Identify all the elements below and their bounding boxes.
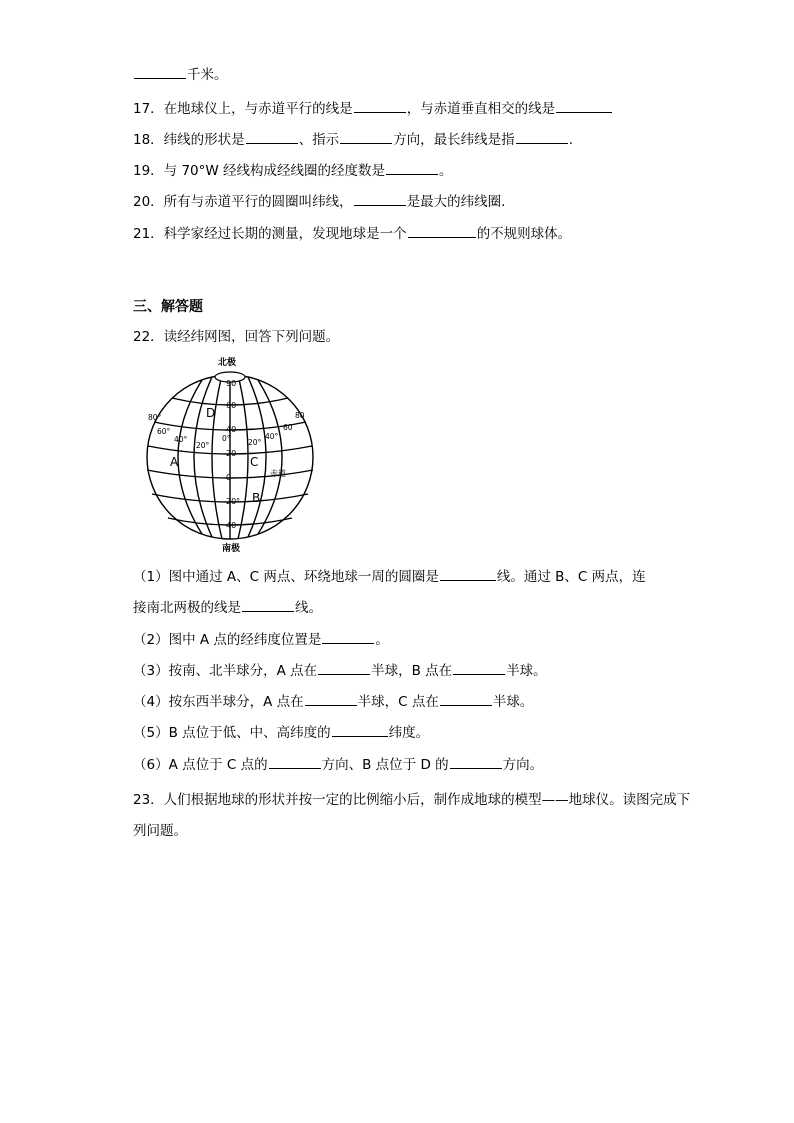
- answer-blank[interactable]: [556, 98, 612, 113]
- lon-label: 80°: [148, 413, 162, 422]
- point-a-label: A: [170, 455, 179, 469]
- lat-label: 90: [226, 379, 237, 388]
- question-17: 17．在地球仪上，与赤道平行的线是 ，与赤道垂直相交的线是: [133, 98, 613, 119]
- lat-label: 0: [226, 473, 232, 482]
- answer-blank[interactable]: [340, 129, 392, 144]
- lon-label: 20°: [248, 438, 262, 447]
- north-pole-label: 北极: [218, 358, 237, 368]
- answer-blank[interactable]: [450, 754, 502, 769]
- equator-label: 赤道: [270, 469, 286, 478]
- question-21: 21．科学家经过长期的测量，发现地球是一个 的不规则球体。: [133, 223, 571, 244]
- answer-blank[interactable]: [134, 64, 186, 79]
- q22-part1-line2: 接南北两极的线是 线。: [133, 597, 322, 618]
- lat-label: 20°: [226, 497, 241, 506]
- lon-label: 60°: [157, 427, 171, 436]
- q22-part5: （5）B 点位于低、中、高纬度的 纬度。: [133, 722, 429, 743]
- question-20: 20．所有与赤道平行的圆圈叫纬线， 是最大的纬线圈.: [133, 191, 505, 212]
- answer-blank[interactable]: [408, 223, 476, 238]
- q22-part4: （4）按东西半球分，A 点在 半球，C 点在 半球。: [133, 691, 533, 712]
- answer-blank[interactable]: [354, 191, 406, 206]
- lon-label: 20°: [196, 441, 210, 450]
- graticule-globe-figure: [140, 352, 320, 552]
- question-19: 19．与 70°W 经线构成经线圈的经度数是 。: [133, 160, 453, 181]
- answer-blank[interactable]: [318, 660, 370, 675]
- answer-blank[interactable]: [322, 629, 374, 644]
- q22-part1-line1: （1）图中通过 A、C 两点、环绕地球一周的圆圈是 线。通过 B、C 两点，连: [133, 566, 646, 587]
- longitude-line: [238, 375, 248, 539]
- lon-label: 60: [283, 423, 293, 432]
- point-d-label: D: [206, 406, 216, 420]
- lat-label: 60: [226, 401, 237, 410]
- answer-blank[interactable]: [453, 660, 505, 675]
- answer-blank[interactable]: [332, 722, 388, 737]
- section-heading: 三、解答题: [133, 299, 203, 315]
- q22-part6: （6）A 点位于 C 点的 方向、B 点位于 D 的 方向。: [133, 754, 543, 775]
- answer-blank[interactable]: [440, 691, 492, 706]
- point-c-label: C: [250, 455, 259, 469]
- lon-label: 80: [295, 411, 305, 420]
- point-b-label: B: [252, 491, 261, 505]
- question-23: 23．人们根据地球的形状并按一定的比例缩小后，制作成地球的模型——地球仪。读图完成下列问题。: [133, 792, 691, 839]
- q22-part2: （2）图中 A 点的经纬度位置是 。: [133, 629, 389, 650]
- question-18: 18．纬线的形状是 、指示 方向，最长纬线是指 .: [133, 129, 573, 150]
- lon-label: 40°: [174, 435, 188, 444]
- answer-blank[interactable]: [269, 754, 321, 769]
- longitude-line: [194, 377, 212, 537]
- longitude-line: [212, 375, 222, 539]
- south-pole-label: 南极: [222, 544, 241, 552]
- answer-blank[interactable]: [386, 160, 438, 175]
- answer-blank[interactable]: [242, 597, 294, 612]
- answer-blank[interactable]: [246, 129, 298, 144]
- answer-blank[interactable]: [516, 129, 568, 144]
- lon-label: 0°: [222, 434, 231, 443]
- lat-label: 40: [226, 425, 237, 434]
- q22-part3: （3）按南、北半球分，A 点在 半球，B 点在 半球。: [133, 660, 547, 681]
- answer-blank[interactable]: [440, 566, 496, 581]
- answer-blank[interactable]: [305, 691, 357, 706]
- answer-blank[interactable]: [354, 98, 406, 113]
- q16-tail: 千米。: [133, 64, 228, 85]
- question-22-stem: 22．读经纬网图，回答下列问题。: [133, 329, 340, 345]
- lat-label: 20: [226, 449, 237, 458]
- lat-label: 40: [226, 521, 237, 530]
- lon-label: 40°: [265, 432, 279, 441]
